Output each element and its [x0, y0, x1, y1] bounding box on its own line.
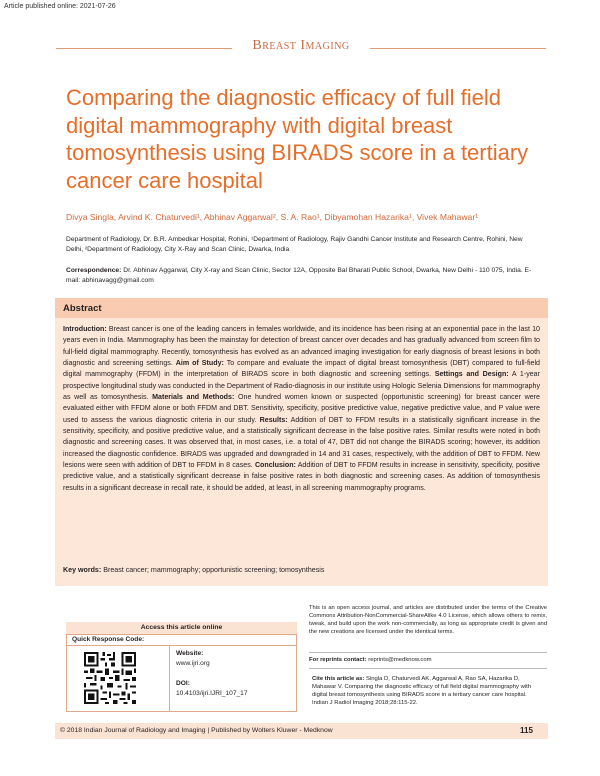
keywords-text: Breast cancer; mammography; opportunistic screening; tomosynthesis: [101, 566, 325, 574]
intro-label: Introduction:: [63, 325, 107, 333]
license-text: This is an open access journal, and articles are distributed under the terms of the Creative Commons Attribution-NonCommercial-ShareAlike 4.0 License, which allows others to remix, tweak, and build upon the work non-commercially, as long as appropriate credit is given and the new creations are licensed under the identical terms.: [309, 605, 547, 636]
citation: [312, 675, 544, 707]
cite-text: Singla D, Chaturvedi AK, Aggarwal A, Rao SA, Hazarika D, Mahawar V. Comparing the diagnostic efficacy of full field digital mammography with digital breast tomosynthesis using BIRADS score in a tertiary cancer care hospital. Indian J Radiol Imaging 2018;28:115-22.: [312, 676, 532, 707]
qr-code-icon[interactable]: [84, 652, 136, 704]
results-label: Results:: [259, 415, 288, 424]
affiliations: Department of Radiology, Dr. B.R. Ambedkar Hospital, Rohini, ¹Department of Radiology, Rajiv Gandhi Cancer Institute and Research Centre, Rohini, New Delhi, ²Department of Radiology, City X-Ray and Scan Clinic, Dwarka, India: [66, 236, 523, 253]
section-rule-left: [56, 48, 232, 49]
access-divider: [66, 645, 297, 646]
page-number: 115: [520, 726, 533, 735]
abstract-heading: Abstract: [63, 303, 102, 314]
doi-link[interactable]: 10.4103/ijri.IJRI_107_17: [176, 690, 248, 697]
article-title: Comparing the diagnostic efficacy of full field digital mammography with digital breast tomosynthesis using BIRADS score in a tertiary cancer care hospital: [66, 85, 529, 193]
conclusion-label: Conclusion:: [254, 461, 296, 470]
settings-label: Settings and Design:: [434, 370, 509, 379]
reprints-label: For reprints contact:: [309, 657, 367, 663]
keywords: [63, 566, 540, 574]
methods-label: Materials and Methods:: [152, 393, 235, 402]
access-divider: [66, 634, 297, 635]
keywords-label: Key words:: [63, 566, 102, 574]
reprints-contact: [309, 657, 432, 663]
correspondence-label: Correspondence:: [66, 267, 122, 274]
footer-text: © 2018 Indian Journal of Radiology and Imaging | Published by Wolters Kluwer - Medknow: [60, 727, 333, 734]
publication-date: Article published online: 2021-07-26: [4, 3, 116, 10]
website-label: Website:: [176, 650, 204, 657]
intro-text: Breast cancer is one of the leading cancers in females worldwide, and its incidence has been rising at an exponential pace in the last 10 years even in India. Mammography has been the mainstay for detection of breast cancer over decades and has gradually advanced from screen film to full-field digital mammography. Recently, tomosynthesis has evolved as an advanced imaging investigation for early diagnosis of breast lesions in both diagnostic and screening settings.: [63, 325, 540, 368]
access-title: Access this article online: [66, 622, 297, 634]
abstract-text: [63, 324, 540, 494]
license-divider: [309, 668, 547, 669]
correspondence-text: Dr. Abhinav Aggarwal, City X-ray and Scan Clinic, Sector 12A, Opposite Bal Bharati Public School, Dwarka, New Delhi - 110 075, India. E-mail: abhinavagg@gmail.com: [66, 267, 532, 284]
methods-text: One hundred women known or suspected (opportunistic screening) for breast cancer were evaluated either with FFDM alone or both FFDM and DBT. Sensitivity, specificity, positive predictive value, negative predictive value, and P value were used to assess the various diagnostic criteria in our study.: [63, 393, 540, 424]
abstract-header-bar: [55, 298, 548, 318]
results-text: Addition of DBT to FFDM results in a statistically significant increase in the sensitivity, specificity, and positive predictive value, and a statistically significant decrease in the false positive rates. Similar results were noted in both diagnostic and screening cases. It was observed that, in most cases, i.e. a total of 47, DBT did not change the BIRADS scoring; however, its addition increased the diagnostic confidence. BIRADS was upgraded and downgraded in 14 and 31 cases, respectively, with the addition of DBT to FFDM. New lesions were seen with addition of DBT to FFDM in 8 cases.: [63, 415, 540, 470]
doi-label: DOI:: [176, 680, 190, 687]
author-list: Divya Singla, Arvind K. Chaturvedi¹, Abhinav Aggarwal², S. A. Rao¹, Dibyamohan Hazarika¹, Vivek Mahawar¹: [66, 212, 479, 222]
license-divider: [309, 652, 547, 653]
conclusion-text: Addition of DBT to FFDM results in increase in sensitivity, specificity, positive predictive value, and a statistically significant decrease in false positive rates in both diagnostic and screening cases. As addition of tomosynthesis results in a significant decrease in recall rate, it should be added, at least, in all screening mammography programs.: [63, 461, 541, 492]
section-label: Breast Imaging: [252, 38, 350, 53]
cite-label: Cite this article as:: [312, 676, 365, 682]
access-column-divider: [169, 645, 170, 712]
aim-label: Aim of Study:: [175, 359, 224, 368]
reprints-email[interactable]: reprints@medknow.com: [366, 657, 432, 663]
section-rule-right: [370, 48, 546, 49]
qr-label: Quick Response Code:: [72, 636, 145, 643]
website-link[interactable]: www.ijri.org: [176, 660, 210, 667]
aim-text: To compare and evaluate the impact of digital breast tomosynthesis (DBT) compared to full-field digital mammography (FFDM) in the interpretation of BIRADS score in both diagnostic and screening settings.: [63, 359, 541, 379]
settings-text: A 1-year prospective longitudinal study was conducted in the Department of Radio-diagnosis in our institute using Hologic Selenia Dimensions for mammography as well as tomosynthesis.: [63, 370, 540, 402]
correspondence: [66, 266, 536, 286]
